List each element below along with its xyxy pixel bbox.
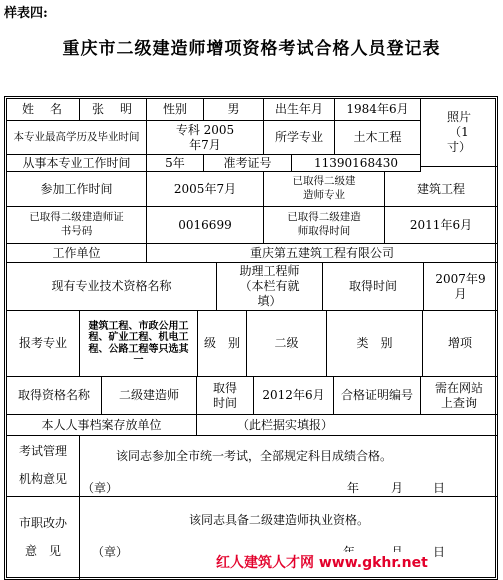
registration-form-table <box>6 98 496 578</box>
tech-obtain-time-label: 取得时间 <box>323 263 424 311</box>
education-label: 本专业最高学历及毕业时间 <box>7 121 147 155</box>
exam-date-year: 年 <box>347 481 360 495</box>
apply-specialty-label: 报考专业 <box>7 311 80 377</box>
name-value: 张 明 <box>80 99 147 121</box>
tech-title-label: 现有专业技术资格名称 <box>7 263 217 311</box>
exam-no-value: 11390168430 <box>292 155 421 172</box>
gender-label: 性别 <box>147 99 204 121</box>
form-title: 重庆市二级建造师增项资格考试合格人员登记表 <box>62 39 441 59</box>
gender-value: 男 <box>204 99 264 121</box>
obtained-specialty-label: 已取得二级建造师专业 <box>264 172 385 207</box>
archive-unit-value: （此栏据实填报） <box>197 415 497 436</box>
obtain-time2-label: 取得时间 <box>197 377 254 415</box>
major-value: 土木工程 <box>335 121 421 155</box>
sample-table-label: 样表四: <box>4 6 48 21</box>
city-opinion-text: 该同志具备二级建造师执业资格。 <box>189 513 370 527</box>
obtain-time2-value: 2012年6月 <box>254 377 334 415</box>
site-watermark: 红人建筑人才网 www.gkhr.net <box>214 552 430 572</box>
birth-value: 1984年6月 <box>335 99 421 121</box>
archive-unit-label: 本人人事档案存放单位 <box>7 415 197 436</box>
exam-no-label: 准考证号 <box>204 155 292 172</box>
exam-date-day: 日 <box>433 481 446 495</box>
work-start-label: 参加工作时间 <box>7 172 147 207</box>
exam-seal: （章） <box>82 481 119 495</box>
major-label: 所学专业 <box>264 121 335 155</box>
specialty-options: 建筑工程、市政公用工程、矿业工程、机电工程、公路工程等只选其一 <box>80 311 198 377</box>
obtained-time-label: 已取得二级建造师取得时间 <box>264 207 385 244</box>
category-label: 类 别 <box>327 311 423 377</box>
exam-opinion-text: 该同志参加全市统一考试，全部规定科目成绩合格。 <box>116 449 393 463</box>
work-start-value: 2005年7月 <box>147 172 264 207</box>
work-years-label: 从事本专业工作时间 <box>7 155 147 172</box>
obtained-specialty-value: 建筑工程 <box>385 172 497 207</box>
employer-label: 工作单位 <box>7 244 147 263</box>
tech-obtain-time-value: 2007年9月 <box>424 263 497 311</box>
work-years-value: 5年 <box>147 155 204 172</box>
obtained-cert-no-value: 0016699 <box>147 207 264 244</box>
level-label: 级 别 <box>198 311 247 377</box>
obtained-time-value: 2011年6月 <box>385 207 497 244</box>
qualification-name-label: 取得资格名称 <box>7 377 102 415</box>
tech-title-value: 助理工程师（本栏有就填） <box>217 263 323 311</box>
category-value: 增项 <box>423 311 497 377</box>
city-seal: （章） <box>92 545 129 559</box>
employer-value: 重庆第五建筑工程有限公司 <box>147 244 497 263</box>
name-label: 姓 名 <box>7 99 80 121</box>
cert-no-value: 需在网站上查询 <box>421 377 497 415</box>
education-value: 专科 2005年7月 <box>147 121 264 155</box>
qualification-name-value: 二级建造师 <box>102 377 197 415</box>
cert-no-label: 合格证明编号 <box>334 377 421 415</box>
photo-box: 照片（1寸） <box>421 99 497 167</box>
obtained-cert-no-label: 已取得二级建造师证书号码 <box>7 207 147 244</box>
level-value: 二级 <box>247 311 327 377</box>
exam-opinion-label: 考试管理机构意见 <box>7 436 80 497</box>
city-date-day: 日 <box>433 545 446 559</box>
city-opinion-label: 市职改办意 见 <box>7 497 80 579</box>
exam-date-month: 月 <box>391 481 404 495</box>
birth-label: 出生年月 <box>264 99 335 121</box>
